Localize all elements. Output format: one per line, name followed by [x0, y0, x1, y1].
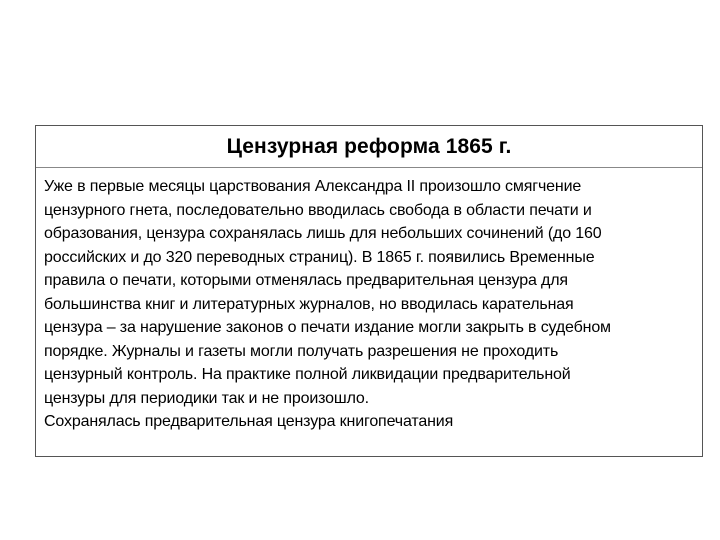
content-table	[35, 125, 703, 457]
body-text-line: порядке. Журналы и газеты могли получать разрешения не проходить	[44, 342, 559, 360]
body-text-line: Уже в первые месяцы царствования Александра II произошло смягчение	[44, 178, 582, 195]
body-text-line: цензурный контроль. На практике полной ликвидации предварительной	[44, 366, 571, 383]
body-text-line: цензура – за нарушение законов о печати издание могли закрыть в судебном	[44, 319, 611, 336]
table-header-cell	[36, 126, 702, 168]
body-text-line: цензурного гнета, последовательно вводилась свобода в области печати и	[44, 201, 592, 219]
body-text-line: российских и до 320 переводных страниц). В 1865 г. появились Временные	[44, 248, 595, 266]
body-text-line: образования, цензура сохранялась лишь для небольших сочинений (до 160	[44, 225, 602, 242]
slide-title: Цензурная реформа 1865 г.	[226, 134, 512, 158]
body-text-line: большинства книг и литературных журналов, но вводилась карательная	[44, 295, 574, 313]
body-text-line: правила о печати, которыми отменялась предварительная цензура для	[44, 272, 568, 289]
body-text-line: Сохранялась предварительная цензура книгопечатания	[44, 413, 454, 430]
table-body-cell	[36, 168, 702, 434]
body-text-line: цензуры для периодики так и не произошло.	[44, 389, 369, 407]
